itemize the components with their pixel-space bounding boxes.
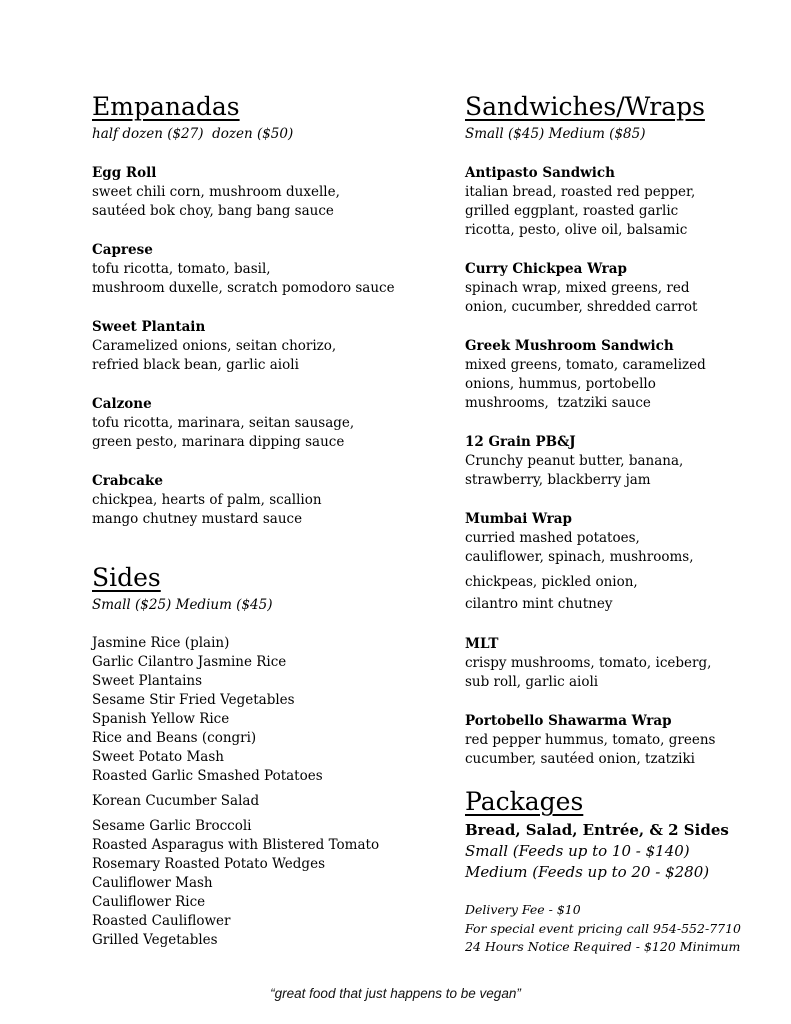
item-name: MLT (465, 636, 499, 652)
pricing-empanadas: half dozen ($27) dozen ($50) (92, 126, 294, 142)
item-desc-line: tofu ricotta, marinara, seitan sausage, (92, 415, 355, 431)
menu-item-12-grain-pbj (465, 433, 765, 490)
section-sandwiches-wraps (465, 92, 765, 769)
side-item: Roasted Cauliflower (92, 913, 231, 929)
item-name: Caprese (92, 242, 153, 258)
item-name: Portobello Shawarma Wrap (465, 713, 672, 729)
item-name: Curry Chickpea Wrap (465, 261, 627, 277)
item-desc-line: red pepper hummus, tomato, greens (465, 732, 716, 748)
side-item: Cauliflower Rice (92, 894, 206, 910)
item-name: Sweet Plantain (92, 319, 206, 335)
side-item: Sweet Potato Mash (92, 749, 224, 765)
item-desc-line: sautéed bok choy, bang bang sauce (92, 203, 334, 219)
item-desc-line: onions, hummus, portobello (465, 376, 656, 392)
item-desc-line: curried mashed potatoes, (465, 530, 640, 546)
package-includes: Bread, Salad, Entrée, & 2 Sides (465, 821, 729, 839)
pricing-sides: Small ($25) Medium ($45) (92, 597, 273, 613)
item-desc-line: refried black bean, garlic aioli (92, 357, 299, 373)
item-desc-line: spinach wrap, mixed greens, red (465, 280, 690, 296)
package-option: Small (Feeds up to 10 - $140) (465, 842, 690, 860)
item-name: Antipasto Sandwich (465, 165, 615, 181)
section-empanadas (92, 92, 444, 529)
item-name: Egg Roll (92, 165, 157, 181)
item-desc-line: mushrooms, tzatziki sauce (465, 395, 651, 411)
section-title-packages: Packages (465, 787, 584, 816)
menu-item-egg-roll (92, 164, 444, 221)
side-item: Sweet Plantains (92, 673, 203, 689)
item-desc-line: crispy mushrooms, tomato, iceberg, (465, 655, 712, 671)
section-title-empanadas: Empanadas (92, 92, 240, 121)
item-desc-line: Caramelized onions, seitan chorizo, (92, 338, 337, 354)
left-column (92, 92, 444, 950)
item-desc-line: Crunchy peanut butter, banana, (465, 453, 684, 469)
side-item: Sesame Stir Fried Vegetables (92, 692, 295, 708)
side-item: Roasted Asparagus with Blistered Tomato (92, 837, 380, 853)
side-item: Spanish Yellow Rice (92, 711, 230, 727)
menu-item-portobello-shawarma-wrap (465, 712, 765, 769)
item-desc-line: strawberry, blackberry jam (465, 472, 651, 488)
package-note: For special event pricing call 954-552-7710 (465, 920, 742, 936)
item-desc-line: tofu ricotta, tomato, basil, (92, 261, 271, 277)
pricing-sandwiches-wraps: Small ($45) Medium ($85) (465, 126, 646, 142)
menu-item-crabcake (92, 472, 444, 529)
item-desc-line: green pesto, marinara dipping sauce (92, 434, 345, 450)
menu-item-mlt (465, 635, 765, 692)
item-desc-line: chickpea, hearts of palm, scallion (92, 492, 322, 508)
item-desc-line: cauliflower, spinach, mushrooms, (465, 549, 694, 565)
right-column (465, 92, 765, 957)
item-desc-line: sub roll, garlic aioli (465, 674, 599, 690)
side-item: Roasted Garlic Smashed Potatoes (92, 768, 323, 784)
item-desc-paragraph-2 (465, 571, 765, 615)
package-note: 24 Hours Notice Required - $120 Minimum (465, 939, 741, 954)
item-desc-line: mixed greens, tomato, caramelized (465, 357, 706, 373)
menu-item-sweet-plantain (92, 318, 444, 375)
item-desc-line: grilled eggplant, roasted garlic (465, 203, 679, 219)
item-name: Crabcake (92, 473, 163, 489)
package-notes (465, 901, 765, 957)
side-item: Sesame Garlic Broccoli (92, 818, 252, 834)
item-name: Greek Mushroom Sandwich (465, 338, 674, 354)
section-sides (92, 563, 444, 950)
package-option: Medium (Feeds up to 20 - $280) (465, 863, 710, 881)
item-desc-line: chickpeas, pickled onion, (465, 574, 638, 590)
item-desc-line: italian bread, roasted red pepper, (465, 184, 696, 200)
side-item: Rosemary Roasted Potato Wedges (92, 856, 325, 872)
side-item: Rice and Beans (congri) (92, 730, 257, 746)
item-desc-line: cucumber, sautéed onion, tzatziki (465, 751, 695, 767)
item-name: 12 Grain PB&J (465, 434, 576, 450)
section-packages (465, 787, 765, 957)
menu-item-curry-chickpea-wrap (465, 260, 765, 317)
sides-list (92, 634, 444, 950)
item-name: Mumbai Wrap (465, 511, 572, 527)
section-title-sides: Sides (92, 563, 161, 592)
side-item: Garlic Cilantro Jasmine Rice (92, 654, 287, 670)
menu-item-mumbai-wrap (465, 510, 765, 615)
menu-item-caprese (92, 241, 444, 298)
item-desc-line: sweet chili corn, mushroom duxelle, (92, 184, 340, 200)
item-desc-line: cilantro mint chutney (465, 596, 613, 612)
package-note: Delivery Fee - $10 (465, 902, 581, 917)
menu-item-greek-mushroom-sandwich (465, 337, 765, 413)
side-item: Cauliflower Mash (92, 875, 213, 891)
side-item: Jasmine Rice (plain) (92, 635, 230, 651)
item-name: Calzone (92, 396, 152, 412)
side-item: Korean Cucumber Salad (92, 793, 260, 809)
menu-item-calzone (92, 395, 444, 452)
item-desc-line: onion, cucumber, shredded carrot (465, 299, 698, 315)
side-item: Grilled Vegetables (92, 932, 218, 948)
menu-item-antipasto-sandwich (465, 164, 765, 240)
item-desc-line: mushroom duxelle, scratch pomodoro sauce (92, 280, 395, 296)
section-title-sandwiches-wraps: Sandwiches/Wraps (465, 92, 705, 121)
footer-tagline: “great food that just happens to be vegan” (270, 986, 521, 1001)
item-desc-line: ricotta, pesto, olive oil, balsamic (465, 222, 688, 238)
item-desc-line: mango chutney mustard sauce (92, 511, 303, 527)
